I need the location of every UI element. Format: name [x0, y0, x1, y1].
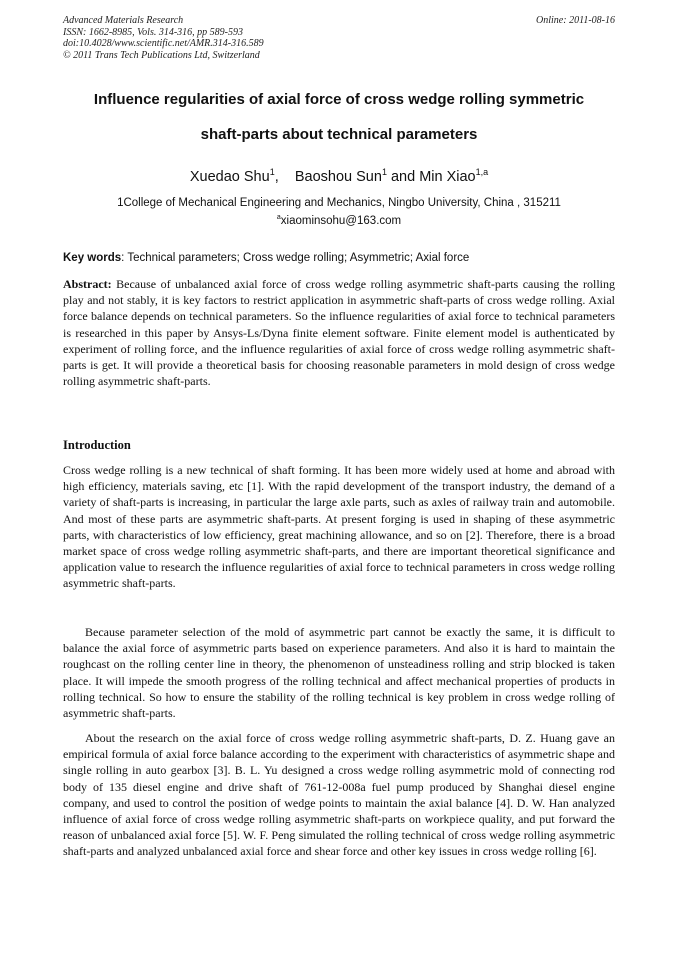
abstract-text: Because of unbalanced axial force of cross wedge rolling asymmetric shaft-parts causing the rolling play and not stably, it is key factors to restrict application in asymmetric shaft-parts of cross wedge rolling. Axial force balance depends on technical parameters. So the influence regularities of axial force to technical parameters is researched in this paper by Ansys-Ls/Dyna finite element software. Finite element model is authenticated by experiment of rolling force, and the influence regularities of axial force of cross wedge rolling asymmetric shaft-parts is get. It will provide a theoretical basis for choosing reasonable parameters in mold design of cross wedge rolling asymmetric shaft-parts.	[63, 277, 615, 389]
section-heading-introduction: Introduction	[63, 438, 131, 452]
email-address[interactable]: xiaominsohu@163.com	[280, 214, 402, 227]
paper-title-line-2: shaft-parts about technical parameters	[200, 126, 478, 143]
author-affil-sup: 1	[381, 167, 387, 177]
keywords-text: : Technical parameters; Cross wedge rolling; Asymmetric; Axial force	[121, 252, 470, 264]
abstract-label: Abstract:	[63, 277, 112, 291]
author-email	[50, 214, 628, 227]
email-sup: a	[276, 214, 281, 221]
issn-line: ISSN: 1662-8985, Vols. 314-316, pp 589-593	[63, 26, 243, 38]
journal-name: Advanced Materials Research	[63, 15, 184, 26]
author-affil-sup: 1,a	[475, 167, 489, 177]
journal-header	[63, 15, 264, 61]
affiliation: 1College of Mechanical Engineering and Mechanics, Ningbo University, China , 315211	[117, 197, 561, 209]
keywords	[63, 252, 615, 264]
doi-line: doi:10.4028/www.scientific.net/AMR.314-316.589	[63, 38, 264, 49]
intro-paragraph-3: About the research on the axial force of cross wedge rolling asymmetric shaft-parts, D. Z. Huang gave an empirical formula of axial force balance according to the experiment with characteristics of asymmetric shape and single rolling in auto gearbox [3]. B. L. Yu designed a cross wedge rolling asymmetric mold of connecting rod body of 135 diesel engine and drive shaft of 761-12-008a fuel pump produced by Shanghai diesel engine company, and used to control the position of wedge points to maintain the axial balance [4]. D. W. Han analyzed influence of axial force of cross wedge rolling asymmetric shaft-parts on workpiece quality, and put forward the reason of unbalanced axial force [5]. W. F. Peng simulated the rolling technical of cross wedge rolling asymmetric shaft-parts and analyzed unbalanced axial force and shear force and other key issues in cross wedge rolling [6].	[63, 731, 615, 859]
keywords-label: Key words	[63, 252, 122, 264]
paper-title-line-1: Influence regularities of axial force of cross wedge rolling symmetric	[93, 91, 585, 108]
online-date: Online: 2011-08-16	[536, 15, 615, 26]
intro-paragraph-1: Cross wedge rolling is a new technical of shaft forming. It has been more widely used at home and abroad with high efficiency, materials saving, etc [1]. With the rapid development of the transport industry, the demand of a variety of shaft-parts is increasing, in particular the large axle parts, such as axles of railway train and automobile. And most of these parts are asymmetric shaft-parts. At present forging is used in shaping of these asymmetric parts, with characteristics of low efficiency, great machining allowance, and so on [2]. Therefore, there is a broad market space of cross wedge rolling asymmetric shaft-parts, and there are important theoretical significance and application value to research the influence regularities of axial force to technical parameters in cross wedge rolling asymmetric shaft-parts.	[63, 463, 615, 591]
author-separator: ,	[274, 168, 295, 185]
author-list	[50, 167, 628, 185]
abstract	[63, 276, 615, 389]
author-name: Min Xiao	[419, 168, 476, 185]
intro-paragraph-2: Because parameter selection of the mold of asymmetric part cannot be exactly the same, it is difficult to balance the axial force of asymmetric parts based on experience parameters. And also it is hard to maintain the roughcast on the rolling center line in theory, the phenomenon of unsteadiness rolling and strip blocked is taken place. It will impede the smooth progress of the rolling technical and affect mechanical properties of products in rolling technical. So how to ensure the stability of the rolling technical is key problem in cross wedge rolling of asymmetric shaft-parts.	[63, 625, 615, 721]
author-separator: and	[386, 168, 420, 185]
author-name: Baoshou Sun	[294, 168, 382, 185]
copyright-line: © 2011 Trans Tech Publications Ltd, Switzerland	[63, 49, 260, 61]
author-affil-sup: 1	[269, 167, 275, 177]
author-name: Xuedao Shu	[189, 168, 270, 185]
